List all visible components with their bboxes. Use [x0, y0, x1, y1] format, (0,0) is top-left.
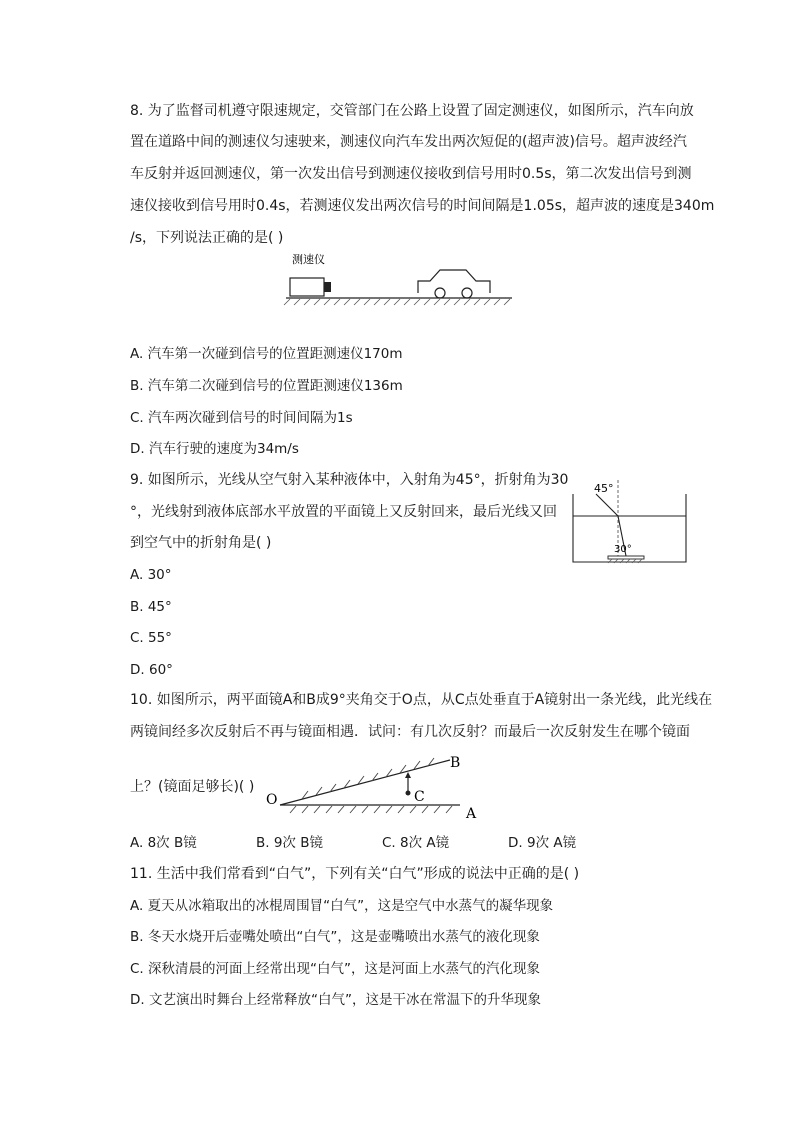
- q10-option-d[interactable]: D. 9次 A镜: [508, 835, 577, 851]
- q11-option-a[interactable]: A. 夏天从冰箱取出的冰棍周围冒“白气”，这是空气中水蒸气的凝华现象: [130, 898, 554, 914]
- q10-line-3: 上？(镜面足够长)( ): [130, 779, 255, 795]
- label-b: B: [450, 755, 461, 771]
- q8-line-2: 置在道路中间的测速仪匀速驶来，测速仪向汽车发出两次短促的(超声波)信号。超声波经汽: [130, 134, 687, 150]
- point-c: [406, 791, 411, 796]
- car-outline: [418, 270, 490, 293]
- q9-line-2: °，光线射到液体底部水平放置的平面镜上又反射回来，最后光线又回: [130, 504, 557, 520]
- q9-line-1: 9. 如图所示，光线从空气射入某种液体中，入射角为45°，折射角为30: [130, 472, 569, 488]
- q9-option-b[interactable]: B. 45°: [130, 599, 172, 615]
- q9-option-a[interactable]: A. 30°: [130, 567, 172, 583]
- q9-refraction-figure: [568, 474, 690, 566]
- q8-option-c[interactable]: C. 汽车两次碰到信号的时间间隔为1s: [130, 410, 353, 426]
- q8-line-1: 8. 为了监督司机遵守限速规定，交管部门在公路上设置了固定测速仪，如图所示，汽车向放: [130, 103, 694, 119]
- q10-option-a[interactable]: A. 8次 B镜: [130, 835, 197, 851]
- q9-line-3: 到空气中的折射角是( ): [130, 535, 272, 551]
- angle-45-label: 45°: [594, 482, 614, 495]
- incident-ray: [596, 494, 618, 516]
- angle-30-label: 30°: [614, 544, 632, 555]
- q8-line-5: /s，下列说法正确的是( ): [130, 230, 284, 246]
- label-o: O: [266, 792, 278, 808]
- road-hatching: [284, 299, 510, 305]
- q11-line-1: 11. 生活中我们常看到“白气”，下列有关“白气”形成的说法中正确的是( ): [130, 866, 580, 882]
- q8-figure-label: 测速仪: [292, 253, 325, 266]
- q10-line-1: 10. 如图所示，两平面镜A和B成9°夹角交于O点，从C点处垂直于A镜射出一条光线，此光线在: [130, 692, 713, 708]
- label-c: C: [414, 789, 425, 805]
- car-wheel-front: [435, 288, 445, 298]
- q11-option-c[interactable]: C. 深秋清晨的河面上经常出现“白气”，这是河面上水蒸气的汽化现象: [130, 961, 540, 977]
- q8-line-3: 车反射并返回测速仪，第一次发出信号到测速仪接收到信号用时0.5s，第二次发出信号到测: [130, 166, 692, 182]
- ray-arrow-icon: [405, 772, 411, 778]
- q10-mirrors-figure: [262, 750, 482, 822]
- q11-option-d[interactable]: D. 文艺演出时舞台上经常释放“白气”，这是干冰在常温下的升华现象: [130, 992, 541, 1008]
- car-wheel-rear: [462, 288, 472, 298]
- q10-option-b[interactable]: B. 9次 B镜: [256, 835, 323, 851]
- q11-option-b[interactable]: B. 冬天水烧开后壶嘴处喷出“白气”，这是壶嘴喷出水蒸气的液化现象: [130, 929, 540, 945]
- q8-line-4: 速仪接收到信号用时0.4s，若测速仪发出两次信号的时间间隔是1.05s，超声波的速度是340m: [130, 198, 715, 214]
- q8-speed-detector-figure: [280, 248, 520, 310]
- q8-option-a[interactable]: A. 汽车第一次碰到信号的位置距测速仪170m: [130, 346, 403, 362]
- q9-option-d[interactable]: D. 60°: [130, 662, 173, 678]
- detector-lens: [324, 282, 331, 292]
- q10-line-2: 两镜间经多次反射后不再与镜面相遇．试问：有几次反射？而最后一次反射发生在哪个镜面: [130, 724, 690, 740]
- q8-option-d[interactable]: D. 汽车行驶的速度为34m/s: [130, 441, 299, 457]
- q8-option-b[interactable]: B. 汽车第二次碰到信号的位置距测速仪136m: [130, 378, 403, 394]
- detector-body: [290, 278, 324, 296]
- plane-mirror: [608, 556, 644, 559]
- mirror-a-hatching: [290, 806, 452, 813]
- q10-option-c[interactable]: C. 8次 A镜: [382, 835, 450, 851]
- q9-option-c[interactable]: C. 55°: [130, 630, 172, 646]
- label-a: A: [466, 806, 477, 822]
